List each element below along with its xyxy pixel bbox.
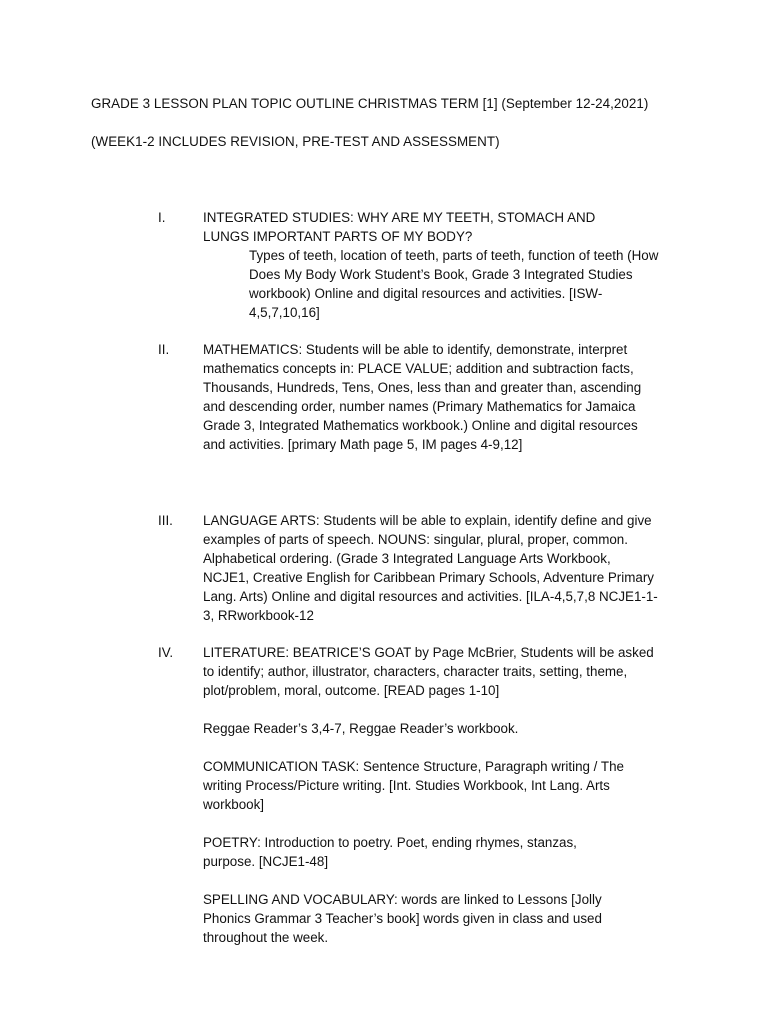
section-heading: INTEGRATED STUDIES: WHY ARE MY TEETH, STOMACH AND LUNGS IMPORTANT PARTS OF MY BODY? [203,210,596,244]
section-numeral: IV. [158,645,174,660]
paragraph-spacer [203,871,673,890]
section-numeral: I. [158,210,166,225]
poetry-paragraph: POETRY: Introduction to poetry. Poet, ending rhymes, stanzas, purpose. [NCJE1-48] [203,835,577,869]
section-numeral: III. [158,513,173,528]
document-subtitle: (WEEK1-2 INCLUDES REVISION, PRE-TEST AND ASSESSMENT) [91,134,500,149]
section-body [203,511,673,625]
section-body [203,208,673,322]
paragraph-spacer [203,700,673,719]
section-detail: Types of teeth, location of teeth, parts of teeth, function of teeth (How Does My Body Work Student’s Book, Grade 3 Integrated Studies workbook) Online and digital resources and activities. [ISW-4,5,7,10,16] [249,248,659,320]
reggae-reader-paragraph: Reggae Reader’s 3,4-7, Reggae Reader’s workbook. [203,721,519,736]
document-title: GRADE 3 LESSON PLAN TOPIC OUTLINE CHRISTMAS TERM [1] (September 12-24,2021) [91,96,649,111]
section-body [203,340,673,454]
paragraph-spacer [203,814,673,833]
section-text: LANGUAGE ARTS: Students will be able to explain, identify define and give examples of parts of speech. NOUNS: singular, plural, proper, common. Alphabetical ordering. (Grade 3 Integrated Language Arts Workbook, NCJE1, Creative English for Caribbean Primary Schools, Adventure Primary Lang. Arts) Online and digital resources and activities. [ILA-4,5,7,8 NCJE1-1-3, RRworkbook-12 [203,513,658,623]
paragraph-spacer [203,738,673,757]
section-body [203,643,673,947]
literature-paragraph: LITERATURE: BEATRICE’S GOAT by Page McBrier, Students will be asked to identify; author, illustrator, characters, character traits, setting, theme, plot/problem, moral, outcome. [READ pages 1-10] [203,645,654,698]
communication-task-paragraph: COMMUNICATION TASK: Sentence Structure, Paragraph writing / The writing Process/Picture writing. [Int. Studies Workbook, Int Lang. Arts workbook] [203,759,624,812]
section-numeral: II. [158,342,170,357]
section-text: MATHEMATICS: Students will be able to identify, demonstrate, interpret mathematics concepts in: PLACE VALUE; addition and subtraction facts, Thousands, Hundreds, Tens, Ones, less than and greater than, ascending and descending order, number names (Primary Mathematics for Jamaica Grade 3, Integrated Mathematics workbook.) Online and digital resources and activities. [primary Math page 5, IM pages 4-9,12] [203,342,642,452]
spelling-vocabulary-paragraph: SPELLING AND VOCABULARY: words are linked to Lessons [Jolly Phonics Grammar 3 Teacher’s book] words given in class and used throughout the week. [203,892,602,945]
